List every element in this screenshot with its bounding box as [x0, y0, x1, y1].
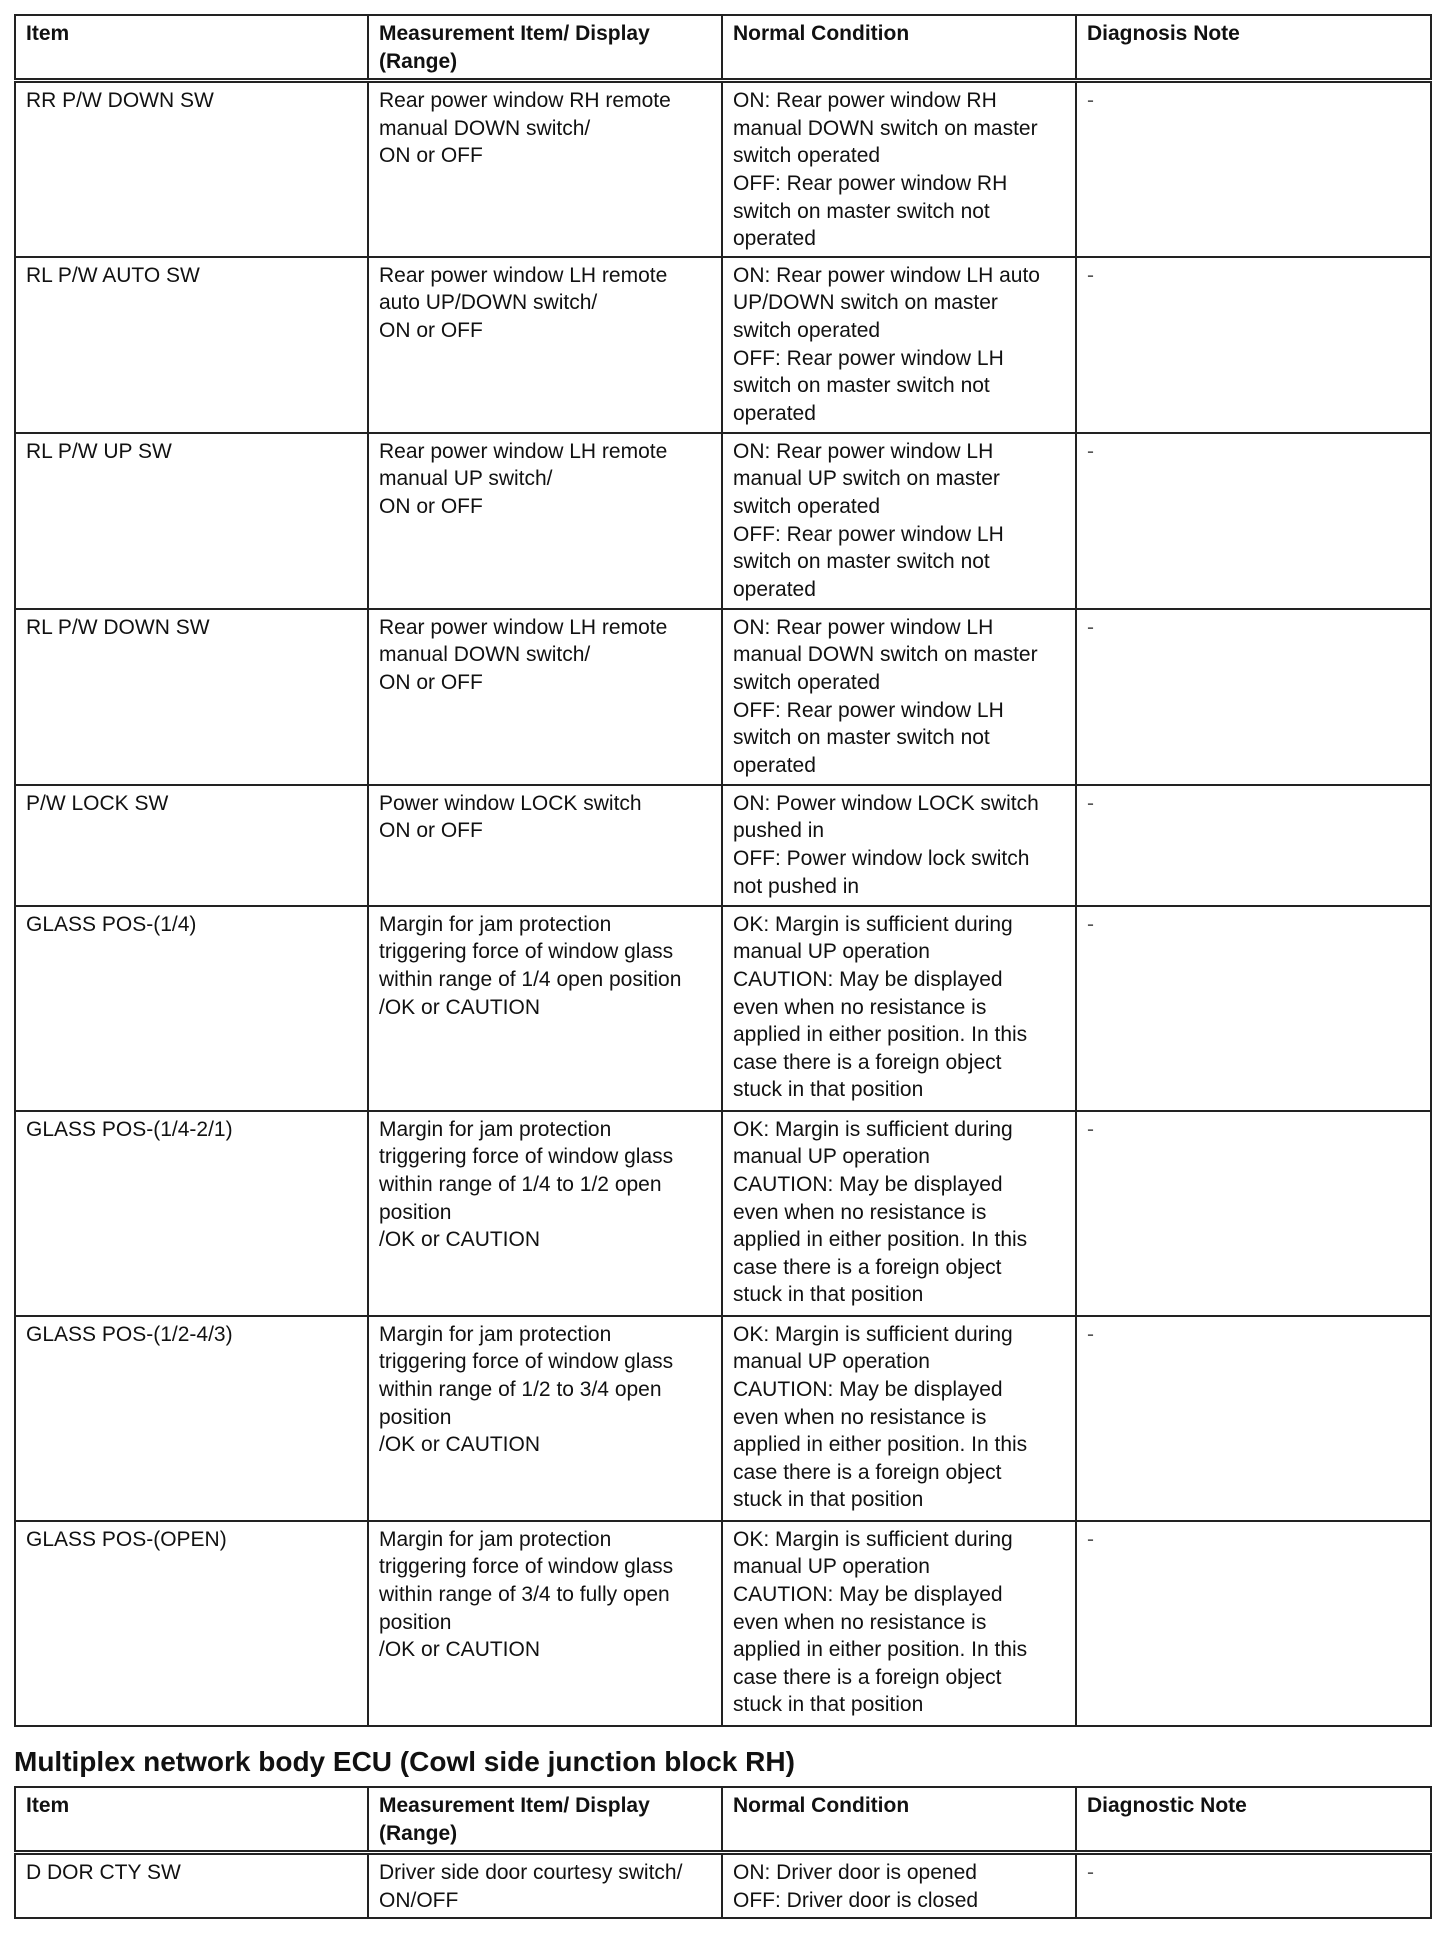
cell-item: GLASS POS-(1/4-2/1) [15, 1111, 368, 1316]
table-row [15, 1853, 1431, 1919]
cell-diagnosis-note: - [1076, 433, 1431, 609]
cell-diagnosis-note: - [1076, 785, 1431, 906]
cell-item: RR P/W DOWN SW [15, 81, 368, 257]
cell-normal-condition: ON: Rear power window LH auto UP/DOWN switch on master switch operated OFF: Rear power window LH switch on master switch not operated [722, 257, 1076, 433]
cell-item: GLASS POS-(1/4) [15, 906, 368, 1111]
table-row [15, 1111, 1431, 1316]
header-diagnosis-note: Diagnosis Note [1076, 15, 1431, 81]
cell-item: P/W LOCK SW [15, 785, 368, 906]
cell-normal-condition: OK: Margin is sufficient during manual UP operation CAUTION: May be displayed even when no resistance is applied in either position. In this case there is a foreign object stuck in that position [722, 1521, 1076, 1726]
cell-diagnosis-note: - [1076, 81, 1431, 257]
table-row [15, 609, 1431, 785]
table-header-row [15, 15, 1431, 81]
cell-measurement: Rear power window LH remote manual DOWN switch/ ON or OFF [368, 609, 722, 785]
cell-measurement: Margin for jam protection triggering force of window glass within range of 1/4 to 1/2 open position /OK or CAUTION [368, 1111, 722, 1316]
cell-measurement: Rear power window LH remote manual UP switch/ ON or OFF [368, 433, 722, 609]
cell-measurement: Driver side door courtesy switch/ ON/OFF [368, 1853, 722, 1919]
cell-diagnosis-note: - [1076, 257, 1431, 433]
header-item: Item [15, 15, 368, 81]
header-diagnostic-note: Diagnostic Note [1076, 1787, 1431, 1853]
data-list-table-upper [14, 14, 1432, 1727]
section-title: Multiplex network body ECU (Cowl side junction block RH) [14, 1746, 795, 1777]
cell-normal-condition: ON: Power window LOCK switch pushed in OFF: Power window lock switch not pushed in [722, 785, 1076, 906]
table-row [15, 1521, 1431, 1726]
cell-normal-condition: ON: Rear power window LH manual DOWN switch on master switch operated OFF: Rear power window LH switch on master switch not operated [722, 609, 1076, 785]
data-list-table-lower [14, 1786, 1432, 1919]
table-row [15, 1316, 1431, 1521]
cell-item: GLASS POS-(OPEN) [15, 1521, 368, 1726]
header-normal-condition: Normal Condition [722, 15, 1076, 81]
cell-diagnosis-note: - [1076, 906, 1431, 1111]
cell-measurement: Power window LOCK switch ON or OFF [368, 785, 722, 906]
table-row [15, 257, 1431, 433]
header-normal-condition: Normal Condition [722, 1787, 1076, 1853]
header-measurement-item: Measurement Item/ Display (Range) [368, 1787, 722, 1853]
cell-measurement: Rear power window LH remote auto UP/DOWN switch/ ON or OFF [368, 257, 722, 433]
cell-measurement: Margin for jam protection triggering force of window glass within range of 1/2 to 3/4 open position /OK or CAUTION [368, 1316, 722, 1521]
table-row [15, 81, 1431, 257]
cell-item: D DOR CTY SW [15, 1853, 368, 1919]
cell-item: GLASS POS-(1/2-4/3) [15, 1316, 368, 1521]
cell-normal-condition: OK: Margin is sufficient during manual UP operation CAUTION: May be displayed even when no resistance is applied in either position. In this case there is a foreign object stuck in that position [722, 1316, 1076, 1521]
cell-measurement: Margin for jam protection triggering force of window glass within range of 1/4 open position /OK or CAUTION [368, 906, 722, 1111]
cell-normal-condition: ON: Rear power window LH manual UP switch on master switch operated OFF: Rear power window LH switch on master switch not operated [722, 433, 1076, 609]
table-header-row [15, 1787, 1431, 1853]
cell-diagnosis-note: - [1076, 609, 1431, 785]
cell-item: RL P/W UP SW [15, 433, 368, 609]
cell-normal-condition: ON: Driver door is opened OFF: Driver door is closed [722, 1853, 1076, 1919]
cell-item: RL P/W AUTO SW [15, 257, 368, 433]
cell-normal-condition: OK: Margin is sufficient during manual UP operation CAUTION: May be displayed even when no resistance is applied in either position. In this case there is a foreign object stuck in that position [722, 906, 1076, 1111]
table-row [15, 433, 1431, 609]
cell-measurement: Margin for jam protection triggering force of window glass within range of 3/4 to fully open position /OK or CAUTION [368, 1521, 722, 1726]
cell-item: RL P/W DOWN SW [15, 609, 368, 785]
header-item: Item [15, 1787, 368, 1853]
table-row [15, 906, 1431, 1111]
table-row [15, 785, 1431, 906]
cell-normal-condition: OK: Margin is sufficient during manual UP operation CAUTION: May be displayed even when no resistance is applied in either position. In this case there is a foreign object stuck in that position [722, 1111, 1076, 1316]
cell-diagnosis-note: - [1076, 1521, 1431, 1726]
header-measurement-item: Measurement Item/ Display (Range) [368, 15, 722, 81]
cell-normal-condition: ON: Rear power window RH manual DOWN switch on master switch operated OFF: Rear power window RH switch on master switch not operated [722, 81, 1076, 257]
cell-measurement: Rear power window RH remote manual DOWN switch/ ON or OFF [368, 81, 722, 257]
cell-diagnostic-note: - [1076, 1853, 1431, 1919]
cell-diagnosis-note: - [1076, 1316, 1431, 1521]
cell-diagnosis-note: - [1076, 1111, 1431, 1316]
